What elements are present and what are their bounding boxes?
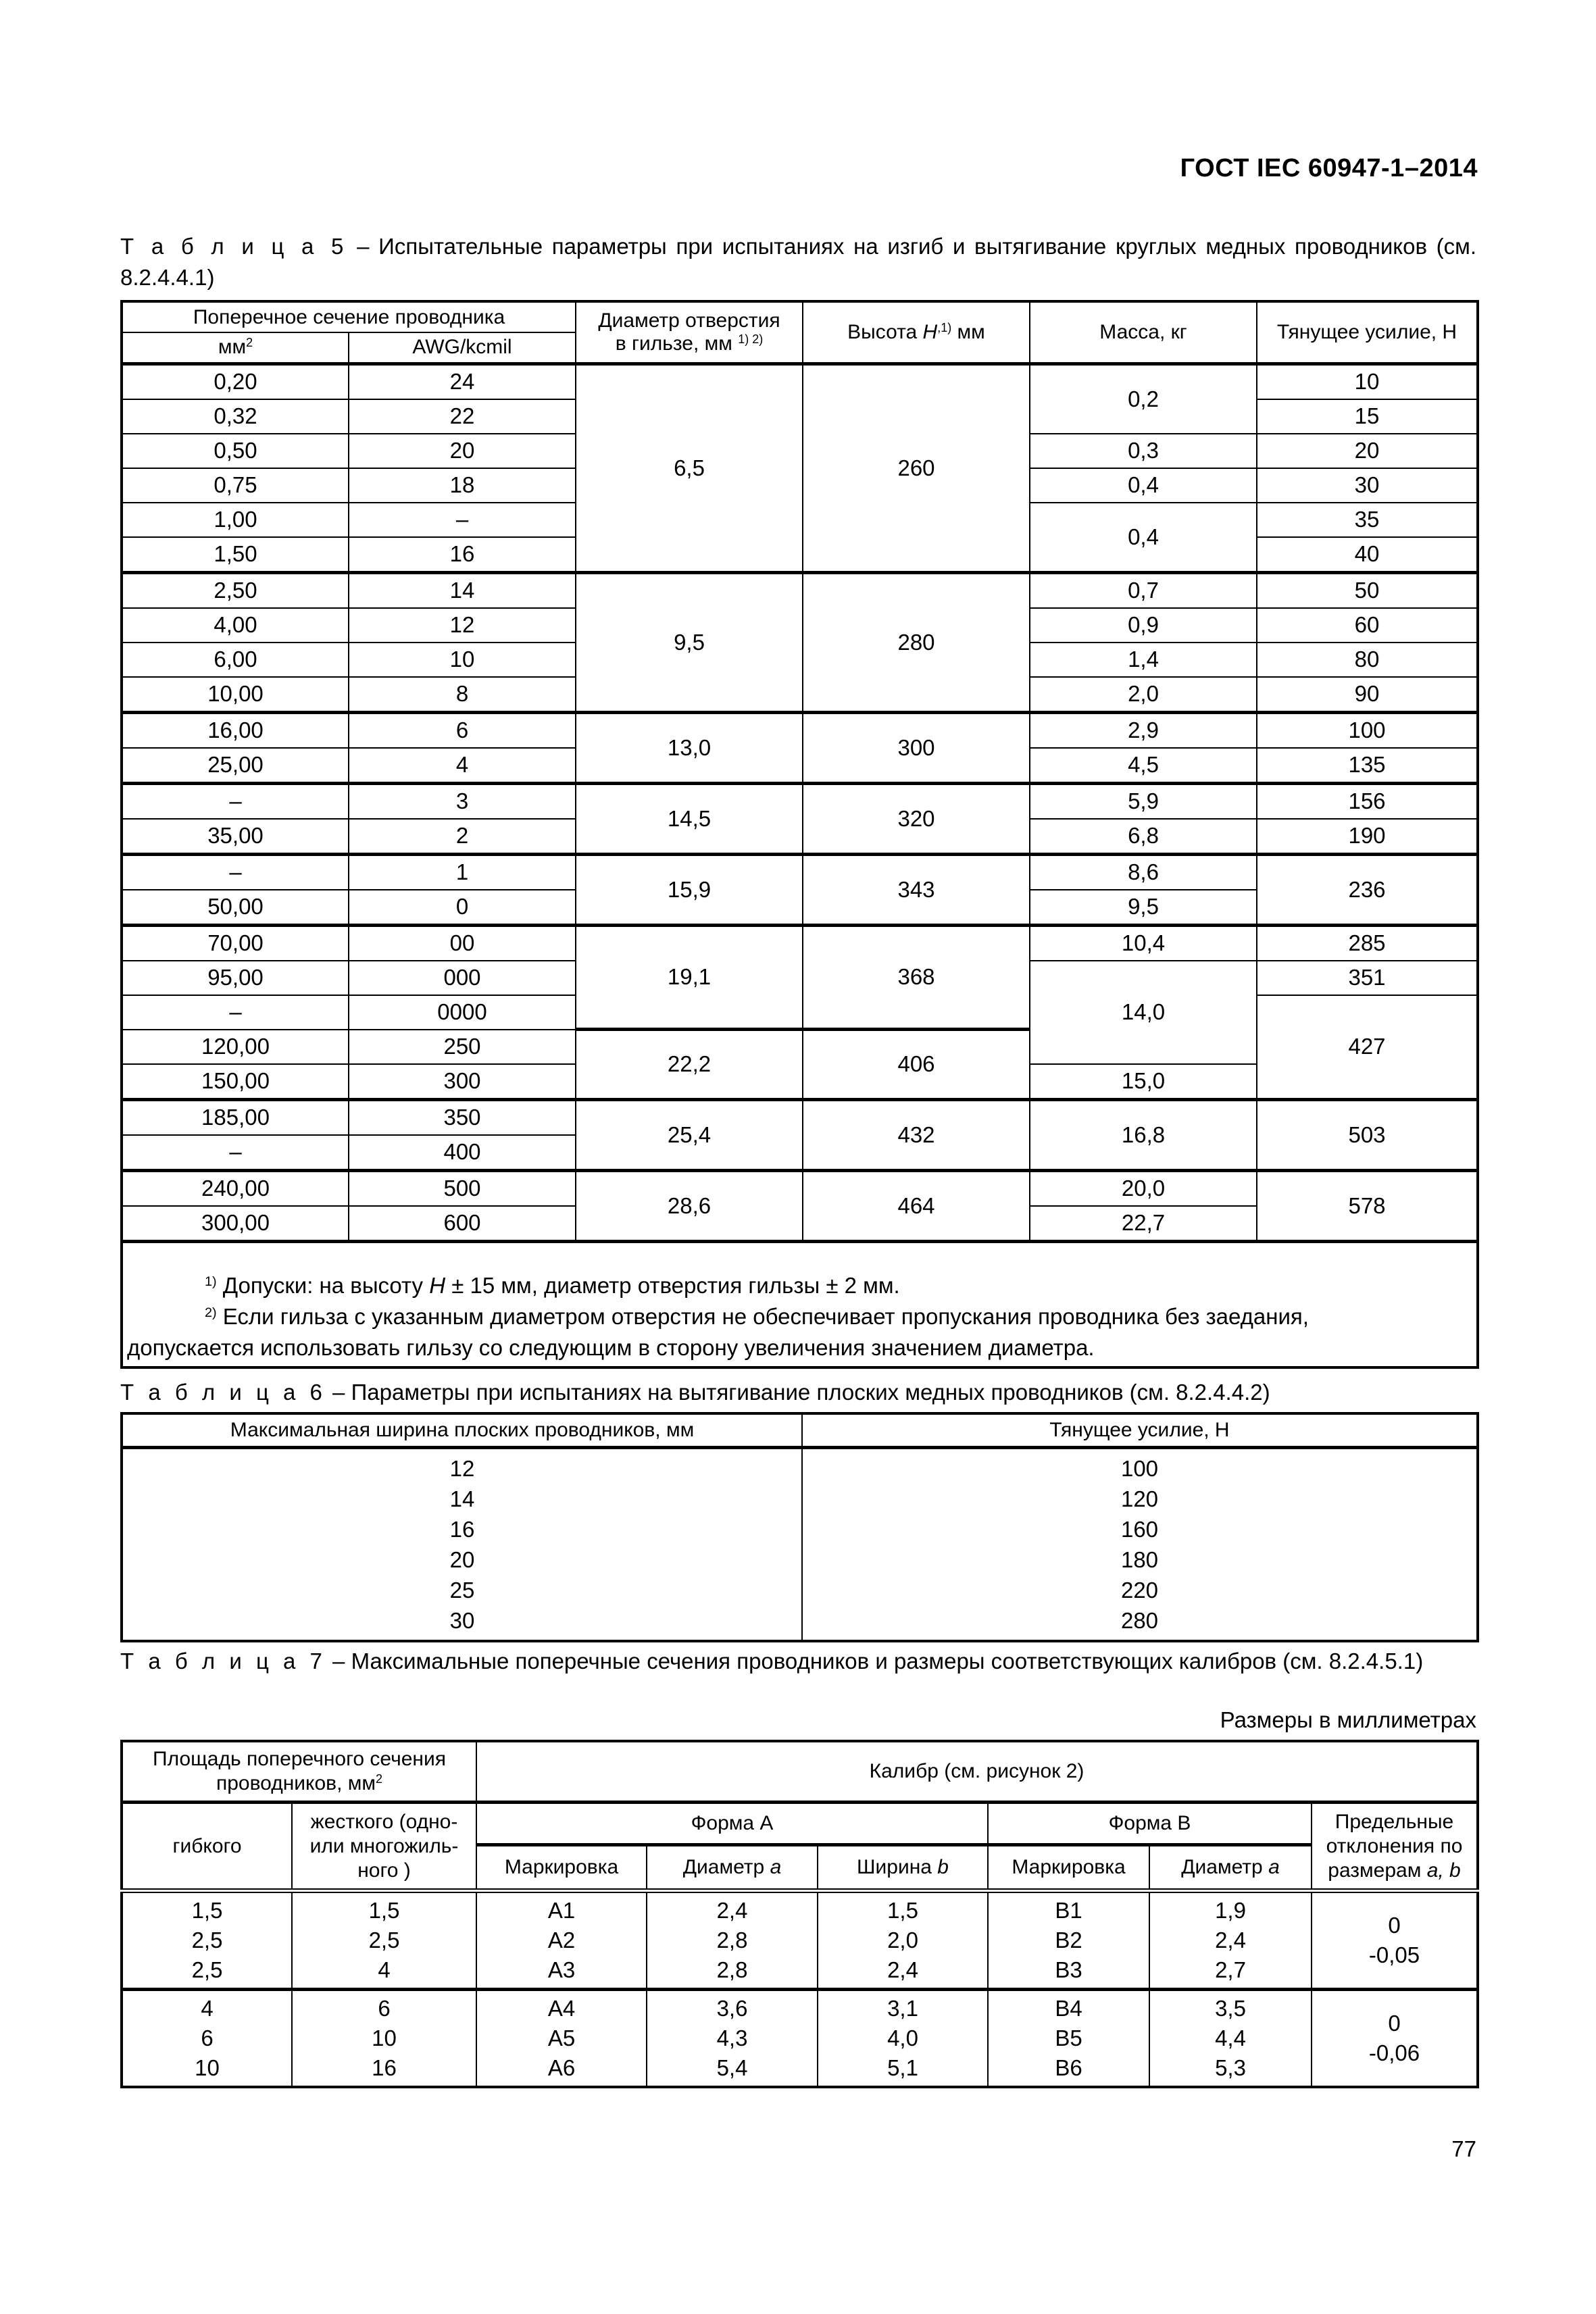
cell-mass: 6,8: [1030, 819, 1257, 855]
cell-diameter: 13,0: [576, 712, 803, 783]
table-row: [122, 1170, 1478, 1206]
cell-height: 464: [803, 1170, 1030, 1241]
cell-mm2: 300,00: [122, 1206, 349, 1242]
t6-header-force: Тянущее усилие, Н: [802, 1413, 1478, 1448]
cell-rigid: 1,5 2,5 4: [292, 1891, 476, 1990]
cell-mass: 15,0: [1030, 1064, 1257, 1100]
cell-mm2: 35,00: [122, 819, 349, 855]
cell-diameter: 9,5: [576, 572, 803, 712]
cell-mm2: 6,00: [122, 643, 349, 677]
cell-force: 30: [1257, 468, 1478, 503]
table-row: [122, 1099, 1478, 1135]
t7-header-width-b: Ширина b: [818, 1845, 988, 1891]
cell-mass: 0,9: [1030, 608, 1257, 643]
t7-header-marking-b: Маркировка: [988, 1845, 1149, 1891]
cell-mm2: –: [122, 1135, 349, 1171]
table-row: [122, 1484, 1478, 1514]
cell-awg: 22: [349, 399, 576, 434]
cell-force: 35: [1257, 503, 1478, 537]
t7-header-rigid: жесткого (одно- или многожиль-ного ): [292, 1803, 476, 1891]
t5-header-pull-force: Тянущее усилие, Н: [1257, 301, 1478, 363]
cell-diameter-b: 1,9 2,4 2,7: [1149, 1891, 1312, 1990]
cell-width: 25: [122, 1575, 802, 1605]
cell-marking-b: B1 B2 B3: [988, 1891, 1149, 1990]
cell-force: 280: [802, 1605, 1478, 1641]
cell-force: 50: [1257, 572, 1478, 608]
cell-force: 503: [1257, 1099, 1478, 1170]
cell-mm2: 95,00: [122, 961, 349, 995]
table5: [120, 300, 1479, 1369]
cell-awg: 600: [349, 1206, 576, 1242]
cell-force: 180: [802, 1544, 1478, 1575]
cell-height: 432: [803, 1099, 1030, 1170]
cell-diameter-a: 3,6 4,3 5,4: [647, 1990, 818, 2088]
cell-mm2: –: [122, 854, 349, 890]
cell-diameter: 28,6: [576, 1170, 803, 1241]
cell-awg: 000: [349, 961, 576, 995]
table-row: [122, 1575, 1478, 1605]
cell-mass: 1,4: [1030, 643, 1257, 677]
cell-marking-a: A4 A5 A6: [476, 1990, 647, 2088]
t7-header-flexible: гибкого: [122, 1803, 292, 1891]
cell-awg: 2: [349, 819, 576, 855]
t7-header-marking-a: Маркировка: [476, 1845, 647, 1891]
cell-awg: –: [349, 503, 576, 537]
cell-mass: 0,7: [1030, 572, 1257, 608]
cell-awg: 300: [349, 1064, 576, 1100]
cell-mm2: 0,50: [122, 434, 349, 468]
cell-awg: 8: [349, 677, 576, 713]
t7-header-tolerance: Предельные отклонения по размерам a, b: [1312, 1803, 1478, 1891]
cell-mm2: 0,20: [122, 363, 349, 399]
table5-caption: [120, 231, 1476, 293]
cell-mass: 0,4: [1030, 503, 1257, 573]
table6-caption: [120, 1377, 1476, 1408]
table-row: [122, 363, 1478, 399]
table7-caption-label: Т а б л и ц а 7: [120, 1649, 326, 1674]
document-id: ГОСТ IEC 60947-1–2014: [1180, 154, 1478, 182]
cell-height: 320: [803, 783, 1030, 854]
cell-awg: 12: [349, 608, 576, 643]
cell-force: 20: [1257, 434, 1478, 468]
cell-force: 236: [1257, 854, 1478, 925]
cell-width: 12: [122, 1448, 802, 1484]
cell-mm2: 50,00: [122, 890, 349, 926]
cell-mm2: 2,50: [122, 572, 349, 608]
cell-force: 160: [802, 1514, 1478, 1544]
cell-awg: 350: [349, 1099, 576, 1135]
cell-force: 427: [1257, 995, 1478, 1100]
table6-caption-text: – Параметры при испытаниях на вытягивание плоских медных проводников (см. 8.2.4.4.2): [326, 1380, 1270, 1405]
cell-mass: 2,9: [1030, 712, 1257, 748]
t7-header-form-a: Форма A: [476, 1803, 988, 1845]
cell-force: 100: [1257, 712, 1478, 748]
cell-force: 351: [1257, 961, 1478, 995]
cell-mm2: 10,00: [122, 677, 349, 713]
cell-mm2: 0,75: [122, 468, 349, 503]
cell-awg: 0: [349, 890, 576, 926]
cell-mm2: 150,00: [122, 1064, 349, 1100]
table-row: [122, 783, 1478, 819]
cell-tolerance: 0 -0,06: [1312, 1990, 1478, 2088]
table-row: [122, 1514, 1478, 1544]
cell-flexible: 4 6 10: [122, 1990, 292, 2088]
cell-rigid: 6 10 16: [292, 1990, 476, 2088]
cell-force: 80: [1257, 643, 1478, 677]
page-number: 77: [1451, 2136, 1476, 2161]
cell-mass: 0,2: [1030, 363, 1257, 434]
footnote-1: $^{1)}$ Допуски: на высоту H ± 15 мм, диаметр отверстия гильзы ± 2 мм.: [205, 1272, 900, 1298]
cell-awg: 250: [349, 1030, 576, 1064]
cell-mm2: 4,00: [122, 608, 349, 643]
table5-caption-label: Т а б л и ц а 5: [120, 234, 348, 259]
cell-diameter: 6,5: [576, 363, 803, 572]
cell-mass: 20,0: [1030, 1170, 1257, 1206]
cell-diameter-a: 2,4 2,8 2,8: [647, 1891, 818, 1990]
cell-mass: 8,6: [1030, 854, 1257, 890]
cell-force: 10: [1257, 363, 1478, 399]
cell-awg: 10: [349, 643, 576, 677]
cell-awg: 6: [349, 712, 576, 748]
cell-force: 120: [802, 1484, 1478, 1514]
cell-diameter: 15,9: [576, 854, 803, 925]
cell-diameter: 19,1: [576, 925, 803, 1030]
table7-caption-text: – Максимальные поперечные сечения проводников и размеры соответствующих калибров (см. 8.2.4.5.1): [326, 1649, 1424, 1674]
cell-mass: 4,5: [1030, 748, 1257, 784]
cell-force: 40: [1257, 537, 1478, 573]
t5-header-mm2: $мм^2$: [122, 332, 349, 363]
cell-height: 300: [803, 712, 1030, 783]
cell-height: 406: [803, 1030, 1030, 1100]
cell-marking-a: A1 A2 A3: [476, 1891, 647, 1990]
cell-mm2: 1,50: [122, 537, 349, 573]
cell-diameter: 14,5: [576, 783, 803, 854]
cell-tolerance: 0 -0,05: [1312, 1891, 1478, 1990]
cell-awg: 0000: [349, 995, 576, 1030]
cell-mm2: 70,00: [122, 925, 349, 961]
cell-mm2: –: [122, 783, 349, 819]
cell-awg: 24: [349, 363, 576, 399]
cell-mass: 0,4: [1030, 468, 1257, 503]
table-row: [122, 1448, 1478, 1484]
table6: [120, 1412, 1479, 1642]
cell-mass: 0,3: [1030, 434, 1257, 468]
cell-awg: 400: [349, 1135, 576, 1171]
cell-diameter: 22,2: [576, 1030, 803, 1100]
table6-caption-label: Т а б л и ц а 6: [120, 1380, 326, 1405]
cell-awg: 1: [349, 854, 576, 890]
cell-mass: 10,4: [1030, 925, 1257, 961]
cell-force: 190: [1257, 819, 1478, 855]
table-row: [122, 1544, 1478, 1575]
cell-width-b: 1,5 2,0 2,4: [818, 1891, 988, 1990]
cell-width: 20: [122, 1544, 802, 1575]
cell-marking-b: B4 B5 B6: [988, 1990, 1149, 2088]
cell-force: 100: [802, 1448, 1478, 1484]
cell-mass: 22,7: [1030, 1206, 1257, 1242]
cell-awg: 14: [349, 572, 576, 608]
cell-awg: 00: [349, 925, 576, 961]
cell-diameter: 25,4: [576, 1099, 803, 1170]
t6-header-width: Максимальная ширина плоских проводников, мм: [122, 1413, 802, 1448]
cell-force: 15: [1257, 399, 1478, 434]
cell-force: 135: [1257, 748, 1478, 784]
cell-width: 14: [122, 1484, 802, 1514]
t5-header-mass: Масса, кг: [1030, 301, 1257, 363]
cell-force: 578: [1257, 1170, 1478, 1241]
table5-caption-text: – Испытательные параметры при испытаниях на изгиб и вытягивание круглых медных проводников (см. 8.2.4.4.1): [120, 234, 1476, 290]
table-row: [122, 854, 1478, 890]
cell-awg: 20: [349, 434, 576, 468]
cell-diameter-b: 3,5 4,4 5,3: [1149, 1990, 1312, 2088]
table5-footnotes: [122, 1241, 1478, 1367]
t5-header-hole-diameter: Диаметр отверстия в гильзе, мм $^{1) 2)}$: [576, 301, 803, 363]
cell-height: 280: [803, 572, 1030, 712]
table-row: [122, 712, 1478, 748]
cell-awg: 4: [349, 748, 576, 784]
cell-mm2: 0,32: [122, 399, 349, 434]
cell-height: 260: [803, 363, 1030, 572]
cell-mm2: 25,00: [122, 748, 349, 784]
cell-height: 368: [803, 925, 1030, 1030]
cell-mm2: –: [122, 995, 349, 1030]
t7-header-diameter-a: Диаметр a: [647, 1845, 818, 1891]
cell-width-b: 3,1 4,0 5,1: [818, 1990, 988, 2088]
cell-width: 16: [122, 1514, 802, 1544]
footnote-2: $^{2)}$ Если гильза с указанным диаметром отверстия не обеспечивает пропускания проводника без заедания,: [205, 1303, 1309, 1329]
cell-height: 343: [803, 854, 1030, 925]
cell-mass: 14,0: [1030, 961, 1257, 1064]
t5-header-awg: AWG/kcmil: [349, 332, 576, 363]
table-row-group: [122, 1990, 1478, 2088]
t7-header-diameter-b: Диаметр a: [1149, 1845, 1312, 1891]
cell-mass: 9,5: [1030, 890, 1257, 926]
cell-force: 285: [1257, 925, 1478, 961]
table-row-group: [122, 1891, 1478, 1990]
cell-mm2: 240,00: [122, 1170, 349, 1206]
cell-force: 90: [1257, 677, 1478, 713]
table-row: [122, 1605, 1478, 1641]
cell-awg: 3: [349, 783, 576, 819]
cell-awg: 16: [349, 537, 576, 573]
t5-header-height: Высота $H^{,1)}$ мм: [803, 301, 1030, 363]
cell-awg: 18: [349, 468, 576, 503]
cell-mass: 5,9: [1030, 783, 1257, 819]
cell-width: 30: [122, 1605, 802, 1641]
table7-caption: [120, 1646, 1476, 1677]
cell-awg: 500: [349, 1170, 576, 1206]
cell-mm2: 185,00: [122, 1099, 349, 1135]
t7-header-gauge: Калибр (см. рисунок 2): [476, 1741, 1478, 1803]
cell-force: 60: [1257, 608, 1478, 643]
cell-mass: 2,0: [1030, 677, 1257, 713]
cell-mm2: 120,00: [122, 1030, 349, 1064]
t7-header-form-b: Форма B: [988, 1803, 1312, 1845]
footnote-2-continued: допускается использовать гильзу со следующим в сторону увеличения значением диаметра.: [127, 1334, 1095, 1360]
cell-flexible: 1,5 2,5 2,5: [122, 1891, 292, 1990]
units-note: Размеры в миллиметрах: [1220, 1707, 1476, 1732]
cell-force: 220: [802, 1575, 1478, 1605]
table-row: [122, 925, 1478, 961]
table-row: [122, 572, 1478, 608]
cell-mass: 16,8: [1030, 1099, 1257, 1170]
cell-mm2: 16,00: [122, 712, 349, 748]
t5-header-cross-section: Поперечное сечение проводника: [122, 301, 576, 332]
cell-force: 156: [1257, 783, 1478, 819]
table7: [120, 1740, 1479, 2088]
cell-mm2: 1,00: [122, 503, 349, 537]
t7-header-area: Площадь поперечного сечения проводников, $мм^2$: [122, 1741, 476, 1803]
